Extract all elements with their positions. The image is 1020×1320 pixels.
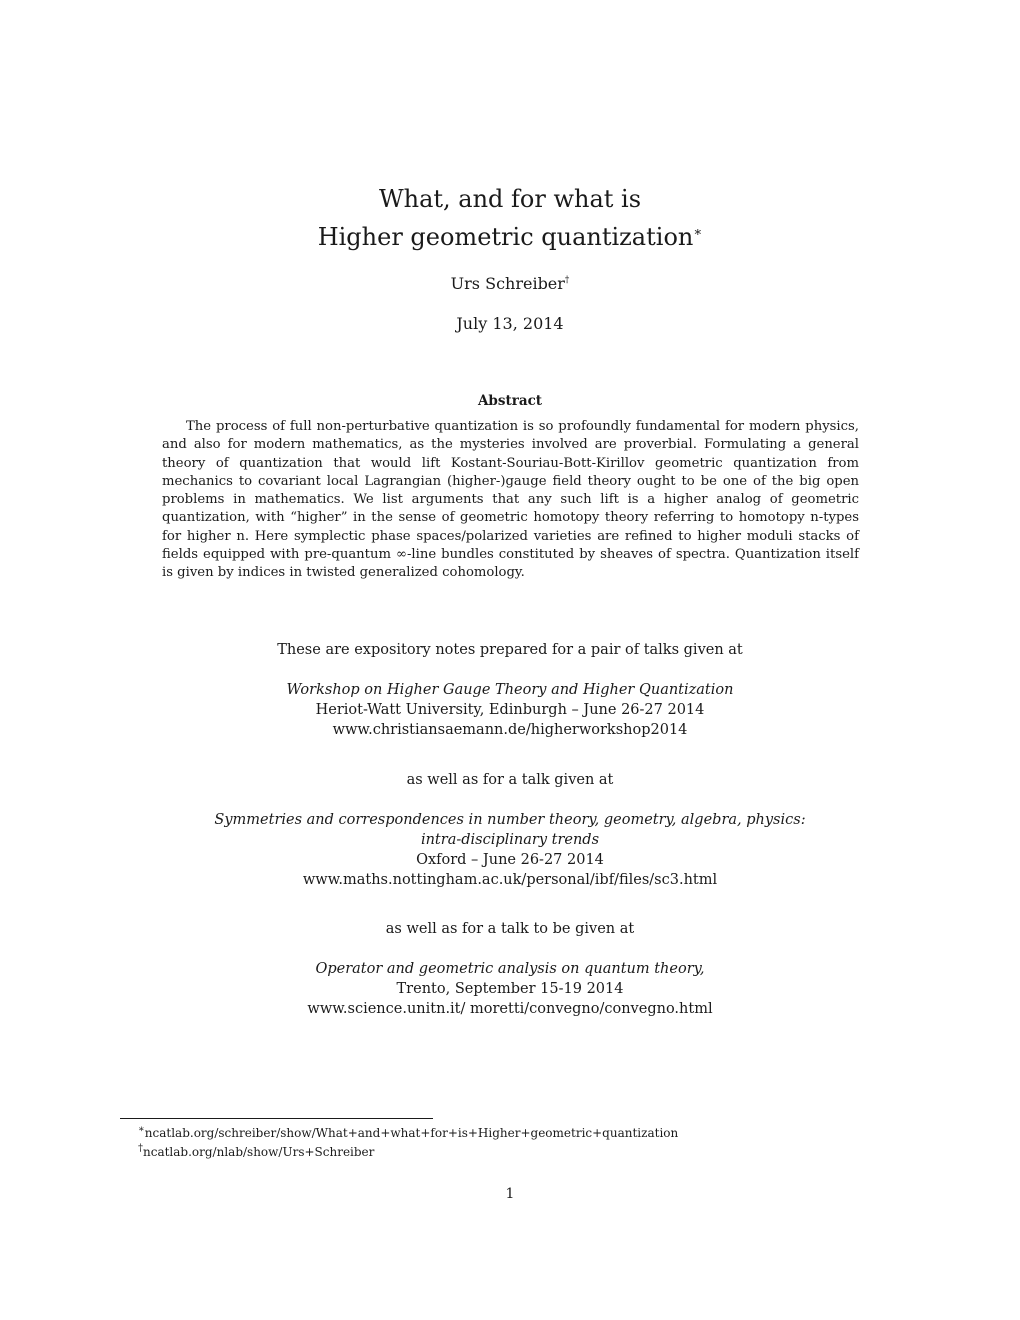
- abstract-text: The process of full non-perturbative quantization is so profoundly fundamental for modern physics, and also for modern mathematics, as the mysteries involved are proverbial. Formulating a general theory of quantization that would lift Kostant-Souriau-Bott-Kirillov geometric quantization from mechanics to covariant local Lagrangian (higher-)gauge field theory ought to be one of the big open problems in mathematics. We list arguments that any such lift is a higher analog of geometric quantization, with “higher” in the sense of geometric homotopy theory referring to homotopy n-types for higher n. Here symplectic phase spaces/polarized varieties are refined to higher moduli stacks of fields equipped with pre-quantum ∞-line bundles constituted by sheaves of spectra. Quantization itself is given by indices in twisted generalized cohomology.: [162, 419, 859, 581]
- event-3-url[interactable]: www.science.unitn.it/ moretti/convegno/convegno.html: [307, 1001, 713, 1017]
- event-3-location: Trento, September 15-19 2014: [396, 981, 624, 997]
- footnote-2-marker: †: [138, 1143, 143, 1154]
- footnote-1: [138, 1122, 678, 1141]
- event-3-name: Operator and geometric analysis on quantum theory,: [315, 961, 705, 977]
- footnote-divider: [120, 1118, 433, 1119]
- author: [0, 274, 1020, 293]
- footnote-1-marker: ∗: [138, 1124, 145, 1135]
- title-footnote-marker: ∗: [693, 225, 703, 240]
- footnote-1-text[interactable]: ncatlab.org/schreiber/show/What+and+what+for+is+Higher+geometric+quantization: [144, 1126, 679, 1140]
- abstract-heading: Abstract: [477, 393, 543, 409]
- footnote-2: [138, 1141, 678, 1160]
- title-line-1: What, and for what is: [378, 185, 642, 213]
- title-line-2: [0, 218, 1020, 256]
- event-3: [100, 959, 920, 1019]
- footnote-2-text[interactable]: ncatlab.org/nlab/show/Urs+Schreiber: [143, 1145, 375, 1159]
- event-2-location: Oxford – June 26-27 2014: [416, 852, 604, 868]
- author-name: Urs Schreiber: [450, 274, 565, 293]
- event-1: [100, 680, 920, 740]
- title-line-2-text: Higher geometric quantization: [317, 223, 694, 251]
- event-2: [100, 810, 920, 890]
- talks-intro-1: These are expository notes prepared for a pair of talks given at: [277, 642, 743, 658]
- author-footnote-marker: †: [564, 275, 570, 286]
- footnotes: [138, 1122, 678, 1160]
- talks-intro-2: as well as for a talk given at: [406, 772, 614, 788]
- event-1-url[interactable]: www.christiansaemann.de/higherworkshop2014: [332, 722, 688, 738]
- talks-intro-3: as well as for a talk to be given at: [385, 921, 635, 937]
- paper-title: [0, 180, 1020, 256]
- page-number: 1: [505, 1186, 515, 1202]
- event-2-url[interactable]: www.maths.nottingham.ac.uk/personal/ibf/files/sc3.html: [302, 872, 718, 888]
- event-2-name-line-2: intra-disciplinary trends: [420, 832, 600, 848]
- date: July 13, 2014: [456, 314, 564, 333]
- event-1-location: Heriot-Watt University, Edinburgh – June 26-27 2014: [315, 702, 705, 718]
- event-2-name-line-1: Symmetries and correspondences in number theory, geometry, algebra, physics:: [214, 812, 806, 828]
- event-1-name: Workshop on Higher Gauge Theory and Higher Quantization: [286, 682, 734, 698]
